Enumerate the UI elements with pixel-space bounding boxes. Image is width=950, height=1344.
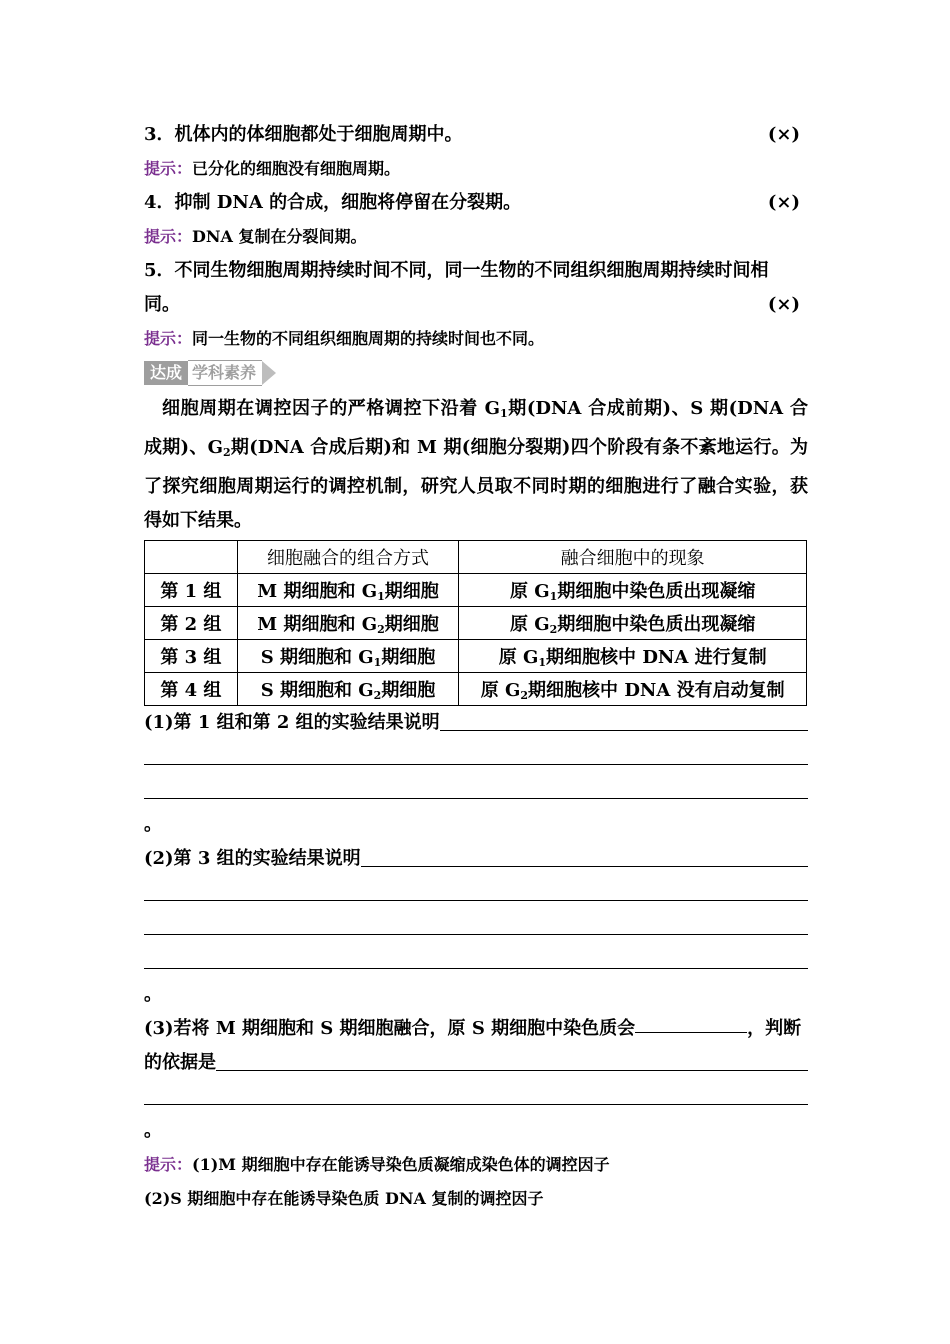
item-5 (144, 254, 808, 288)
item-number: 3． (144, 124, 175, 145)
item-number: 5． (144, 260, 175, 281)
intro-part: 细胞周期在调控因子的严格调控下沿着 G (162, 398, 501, 419)
table-row (145, 640, 807, 673)
hint-label: 提示： (144, 1155, 193, 1174)
group-cell: 第 1 组 (145, 574, 238, 607)
question-1 (144, 706, 808, 740)
question-2 (144, 842, 808, 876)
answer-blank[interactable] (361, 842, 808, 867)
hint-text: DNA 复制在分裂间期。 (192, 227, 367, 246)
item-number: 4． (144, 192, 175, 213)
question-3 (144, 1012, 808, 1046)
answer-mark: (×) (767, 124, 800, 145)
period: 。 (144, 984, 162, 1005)
intro-part: 期(DNA 合成后期)和 M 期(细胞分裂期)四个阶段有条不紊地运行。为了探究细胞周期运行的调控机制，研究人员取不同时期的细胞进行了融合实验，获得如下结果。 (144, 437, 808, 531)
item-5-cont (144, 288, 808, 322)
item-text: 机体内的体细胞都处于细胞周期中。 (174, 124, 463, 145)
question-text: (3)若将 M 期细胞和 S 期细胞融合，原 S 期细胞中染色质会 (144, 1018, 636, 1039)
item-3 (144, 118, 808, 152)
answer-blank[interactable] (216, 1046, 808, 1071)
hint-4 (144, 220, 808, 254)
phenomenon-cell: 原 $G_1$期细胞核中 DNA 进行复制 (459, 640, 807, 673)
table-row (145, 607, 807, 640)
answer-line[interactable] (144, 910, 808, 944)
group-cell: 第 3 组 (145, 640, 238, 673)
badge-arrow-icon (262, 361, 276, 385)
item-text: 不同生物细胞周期持续时间不同，同一生物的不同组织细胞周期持续时间相 (174, 260, 769, 281)
table-row (145, 673, 807, 706)
hint-text: 同一生物的不同组织细胞周期的持续时间也不同。 (192, 329, 545, 348)
question-text: 的依据是 (144, 1052, 216, 1073)
answer-1 (144, 1148, 808, 1182)
combo-cell: M 期细胞和 $G_1$期细胞 (237, 574, 459, 607)
hint-label: 提示： (144, 227, 193, 246)
group-cell: 第 4 组 (145, 673, 238, 706)
hint-5 (144, 322, 808, 356)
answer-text: (1)M 期细胞中存在能诱导染色质凝缩成染色体的调控因子 (192, 1155, 610, 1174)
answer-mark: (×) (767, 294, 800, 315)
item-text-cont: 同。 (144, 294, 180, 315)
table-header (145, 541, 238, 574)
question-text: ，判断 (747, 1018, 802, 1039)
intro-paragraph (144, 392, 808, 538)
item-4 (144, 186, 808, 220)
badge-right: 学科素养 (188, 360, 262, 386)
answer-line[interactable] (144, 774, 808, 808)
subscript: 1 (500, 407, 508, 420)
hint-text: 已分化的细胞没有细胞周期。 (192, 159, 401, 178)
hint-3 (144, 152, 808, 186)
hint-label: 提示： (144, 329, 193, 348)
table-header: 细胞融合的组合方式 (237, 541, 459, 574)
table-header-row (145, 541, 807, 574)
subscript: 2 (223, 446, 231, 459)
phenomenon-cell: 原 $G_1$期细胞中染色质出现凝缩 (459, 574, 807, 607)
question-text: (1)第 1 组和第 2 组的实验结果说明 (144, 712, 440, 733)
answer-mark: (×) (767, 192, 800, 213)
table-row (145, 574, 807, 607)
question-3-cont (144, 1046, 808, 1080)
question-text: (2)第 3 组的实验结果说明 (144, 848, 361, 869)
answer-line[interactable] (144, 1080, 808, 1114)
answer-2 (144, 1182, 808, 1216)
fusion-table (144, 540, 807, 706)
answer-blank[interactable] (635, 1012, 747, 1033)
answer-line[interactable] (144, 944, 808, 978)
document-page (144, 118, 808, 1216)
answer-line[interactable] (144, 876, 808, 910)
combo-cell: M 期细胞和 $G_2$期细胞 (237, 607, 459, 640)
answer-text: (2)S 期细胞中存在能诱导染色质 DNA 复制的调控因子 (144, 1189, 544, 1208)
combo-cell: S 期细胞和 $G_1$期细胞 (237, 640, 459, 673)
table-header: 融合细胞中的现象 (459, 541, 807, 574)
combo-cell: S 期细胞和 $G_2$期细胞 (237, 673, 459, 706)
item-text: 抑制 DNA 的合成，细胞将停留在分裂期。 (174, 192, 522, 213)
period: 。 (144, 1120, 162, 1141)
answer-line[interactable] (144, 740, 808, 774)
intro-part: 期(DNA 合成前期)、S 期(DNA 合成期)、G (144, 398, 808, 458)
phenomenon-cell: 原 $G_2$期细胞中染色质出现凝缩 (459, 607, 807, 640)
answer-blank[interactable] (440, 706, 808, 731)
phenomenon-cell: 原 $G_2$期细胞核中 DNA 没有启动复制 (459, 673, 807, 706)
badge-left: 达成 (144, 361, 188, 385)
period: 。 (144, 814, 162, 835)
hint-label: 提示： (144, 159, 193, 178)
group-cell: 第 2 组 (145, 607, 238, 640)
section-badge (144, 360, 808, 386)
